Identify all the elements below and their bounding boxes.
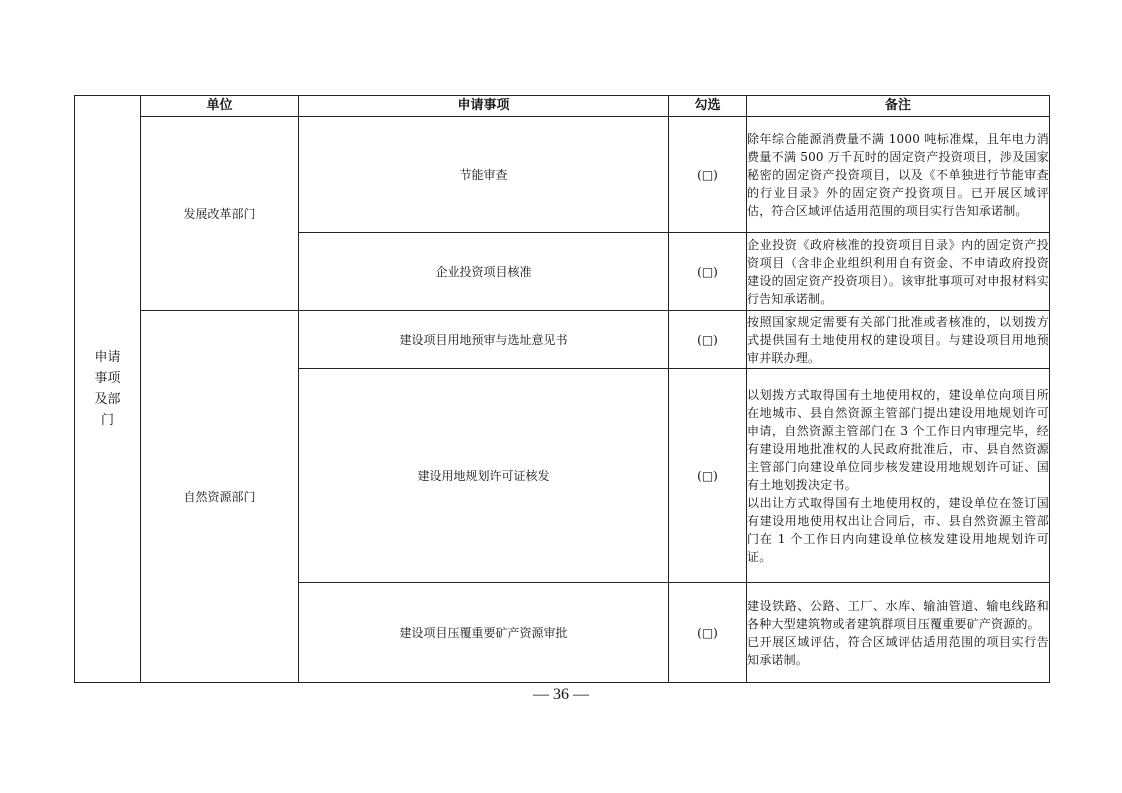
note-cell [747,117,1050,233]
checkbox[interactable]: (□) [669,233,747,311]
page-number: — 36 — [533,686,589,703]
note-paragraph: 企业投资《政府核准的投资项目目录》内的固定资产投资项目（含非企业组织利用自有资金、不申请政府投资建设的固定资产投资项目）。该审批事项可对申报材料实行告知承诺制。 [747,237,1049,306]
header-unit: 单位 [141,96,299,117]
note-paragraph: 以出让方式取得国有土地使用权的，建设单位在签订国有建设用地使用权出让合同后，市、县自然资源主管部门在 1 个工作日内向建设单位核发建设用地规划许可证。 [747,495,1049,564]
header-item: 申请事项 [299,96,669,117]
header-row [75,96,1050,117]
note-paragraph: 除年综合能源消费量不满 1000 吨标准煤，且年电力消费量不满 500 万千瓦时的固定资产投资项目，涉及国家秘密的固定资产投资项目，以及《不单独进行节能审查的行业目录》外的固定资产投资项目。已开展区域评估，符合区域评估适用范围的项目实行告知承诺制。 [747,131,1049,218]
note-paragraph: 以划拨方式取得国有土地使用权的，建设单位向项目所在地城市、县自然资源主管部门提出建设用地规划许可申请，自然资源主管部门在 3 个工作日内审理完毕，经有建设用地批准权的人民政府批准后，市、县自然资源主管部门向建设单位同步核发建设用地规划许可证、国有土地划拨决定书。 [747,387,1049,492]
checkbox[interactable]: (□) [669,583,747,683]
note-cell [747,583,1050,683]
checkbox[interactable]: (□) [669,117,747,233]
application-items-table [74,95,1050,683]
item-cell: 建设项目压覆重要矿产资源审批 [299,583,669,683]
table-row [75,311,1050,369]
checkbox[interactable]: (□) [669,311,747,369]
header-note: 备注 [747,96,1050,117]
checkbox[interactable]: (□) [669,369,747,583]
item-cell: 建设用地规划许可证核发 [299,369,669,583]
note-paragraph: 建设铁路、公路、工厂、水库、输油管道、输电线路和各种大型建筑物或者建筑群项目压覆重要矿产资源的。 [747,598,1049,631]
note-paragraph: 按照国家规定需要有关部门批准或者核准的，以划拨方式提供国有土地使用权的建设项目。与建设项目用地预审并联办理。 [747,314,1049,365]
note-cell [747,233,1050,311]
unit-cell: 自然资源部门 [141,311,299,683]
item-cell: 建设项目用地预审与选址意见书 [299,311,669,369]
table-row [75,117,1050,233]
header-check: 勾选 [669,96,747,117]
item-cell: 企业投资项目核准 [299,233,669,311]
note-paragraph: 已开展区域评估，符合区域评估适用范围的项目实行告知承诺制。 [747,634,1049,667]
side-label: 申请事项及部门 [94,350,121,428]
note-cell [747,369,1050,583]
unit-cell: 发展改革部门 [141,117,299,311]
note-cell [747,311,1050,369]
item-cell: 节能审查 [299,117,669,233]
side-label-cell [75,96,141,683]
